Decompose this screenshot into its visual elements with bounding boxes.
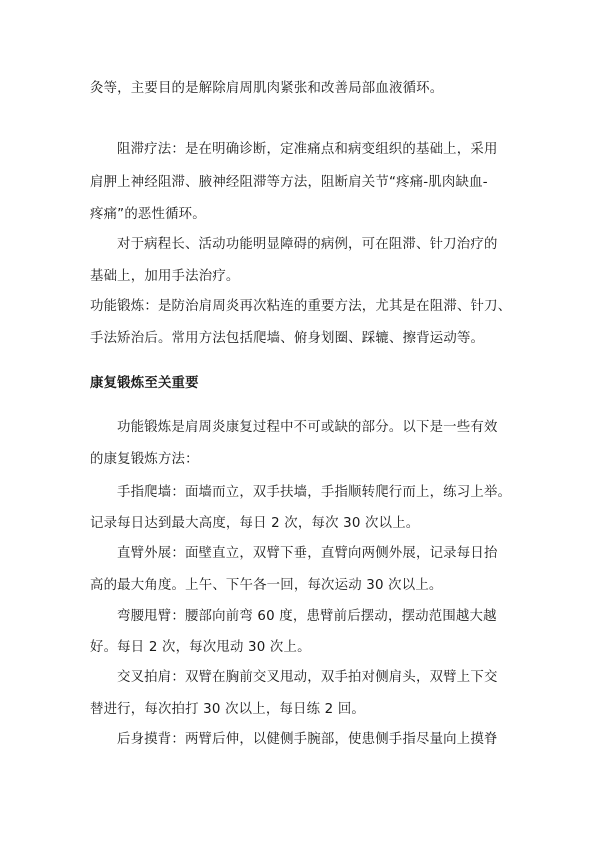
paragraph-line: 手指爬墙：面墙而立，双手扶墙，手指顺转爬行而上，练习上举。 [117,485,512,500]
paragraph-line: 的康复锻炼方法： [90,452,199,467]
paragraph-line: 功能锻炼：是防治肩周炎再次粘连的重要方法，尤其是在阻滞、针刀、 [90,299,512,314]
paragraph-line: 手法矫治后。常用方法包括爬墙、俯身划圈、踩辘、擦背运动等。 [90,331,485,346]
paragraph-line: 疼痛”的恶性循环。 [90,207,206,222]
paragraph-line: 高的最大角度。上午、下午各一回，每次运动 30 次以上。 [90,578,443,593]
paragraph-line: 灸等，主要目的是解除肩周肌肉紧张和改善局部血液循环。 [90,81,444,96]
paragraph-line: 阻滞疗法：是在明确诊断，定准痛点和病变组织的基础上，采用 [117,142,498,157]
paragraph-line: 弯腰甩臂：腰部向前弯 60 度，患臂前后摆动，摆动范围越大越 [117,609,497,624]
paragraph-line: 直臂外展：面壁直立，双臂下垂，直臂向两侧外展，记录每日抬 [117,546,498,561]
paragraph-line: 对于病程长、活动功能明显障碍的病例，可在阻滞、针刀治疗的 [117,237,498,252]
paragraph-line: 记录每日达到最大高度，每日 2 次，每次 30 次以上。 [90,516,420,531]
paragraph-line: 替进行，每次拍打 30 次以上，每日练 2 回。 [90,702,366,717]
paragraph-line: 肩胛上神经阻滞、腋神经阻滞等方法，阻断肩关节“疼痛-肌肉缺血- [90,175,488,190]
paragraph-line: 交叉拍肩：双臂在胸前交叉甩动，双手拍对侧肩头，双臂上下交 [117,670,498,685]
paragraph-line: 基础上，加用手法治疗。 [90,269,240,284]
paragraph-line: 功能锻炼是肩周炎康复过程中不可或缺的部分。以下是一些有效 [117,420,498,435]
section-heading: 康复锻炼至关重要 [90,376,199,391]
paragraph-line: 好。每日 2 次，每次甩动 30 次上。 [90,640,311,655]
paragraph-line: 后身摸背：两臂后伸，以健侧手腕部，使患侧手指尽量向上摸脊 [117,732,498,747]
